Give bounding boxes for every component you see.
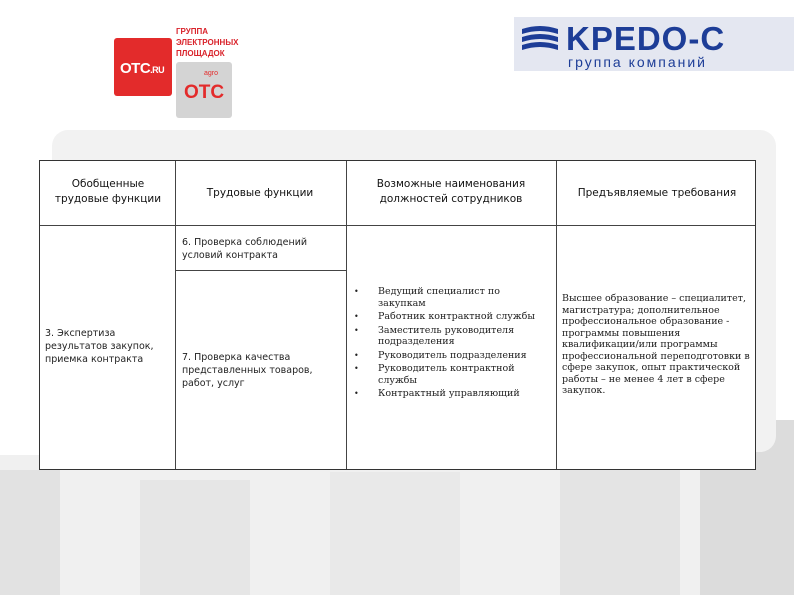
header-requirements: Предъявляемые требования <box>577 187 737 199</box>
function-cell: 6. Проверка соблюдений условий контракта <box>182 237 308 261</box>
general-function-cell: 3. Экспертиза результатов закупок, приемка контракта <box>45 328 154 365</box>
otc-logo-suffix: .RU <box>150 65 165 75</box>
otc-logo <box>114 38 172 96</box>
otc-agro-tag: agro <box>204 70 219 77</box>
list-item: • Работник контрактной службы <box>354 311 550 323</box>
kredo-subtitle: группа компаний <box>568 54 708 70</box>
kredo-name: KPEDO-C <box>566 20 726 57</box>
header-general-functions: Обобщенные трудовые функции <box>54 178 162 205</box>
otc-tagline: ГРУППА ЭЛЕКТРОННЫХ ПЛОЩАДОК <box>176 27 239 58</box>
otc-logo-main: OTC <box>120 60 151 77</box>
header-functions: Трудовые функции <box>206 187 314 199</box>
list-item: • Руководитель контрактной службы <box>354 363 550 386</box>
table-divider <box>175 161 176 469</box>
list-item: • Ведущий специалист по закупкам <box>354 286 550 309</box>
background-block <box>330 472 460 595</box>
kredo-mark-icon <box>520 23 560 53</box>
otc-agro-logo <box>176 62 232 118</box>
list-item: • Заместитель руководителя подразделения <box>354 325 550 348</box>
list-item: • Руководитель подразделения <box>354 350 550 362</box>
otc-agro-name: OTC <box>184 82 225 103</box>
background-block <box>560 465 680 595</box>
header-positions: Возможные наименования должностей сотрудников <box>376 178 526 205</box>
positions-cell <box>354 286 550 400</box>
requirements-cell: Высшее образование – специалитет, магистратура; дополнительное профессиональное образование - программы повышения квалификации/или программы профессиональной переподготовки в сфере закупок, опыт практической работы – не менее 4 лет в сфере закупок. <box>562 293 750 396</box>
kredo-logo <box>514 17 794 71</box>
background-block <box>140 480 250 595</box>
table-divider <box>40 225 755 226</box>
competency-table <box>39 160 756 470</box>
background-block <box>0 470 60 595</box>
table-divider <box>346 161 347 469</box>
table-divider <box>556 161 557 469</box>
function-cell: 7. Проверка качества представленных товаров, работ, услуг <box>182 352 313 389</box>
positions-list <box>354 286 550 400</box>
list-item: • Контрактный управляющий <box>354 388 550 400</box>
table-divider <box>176 270 346 271</box>
